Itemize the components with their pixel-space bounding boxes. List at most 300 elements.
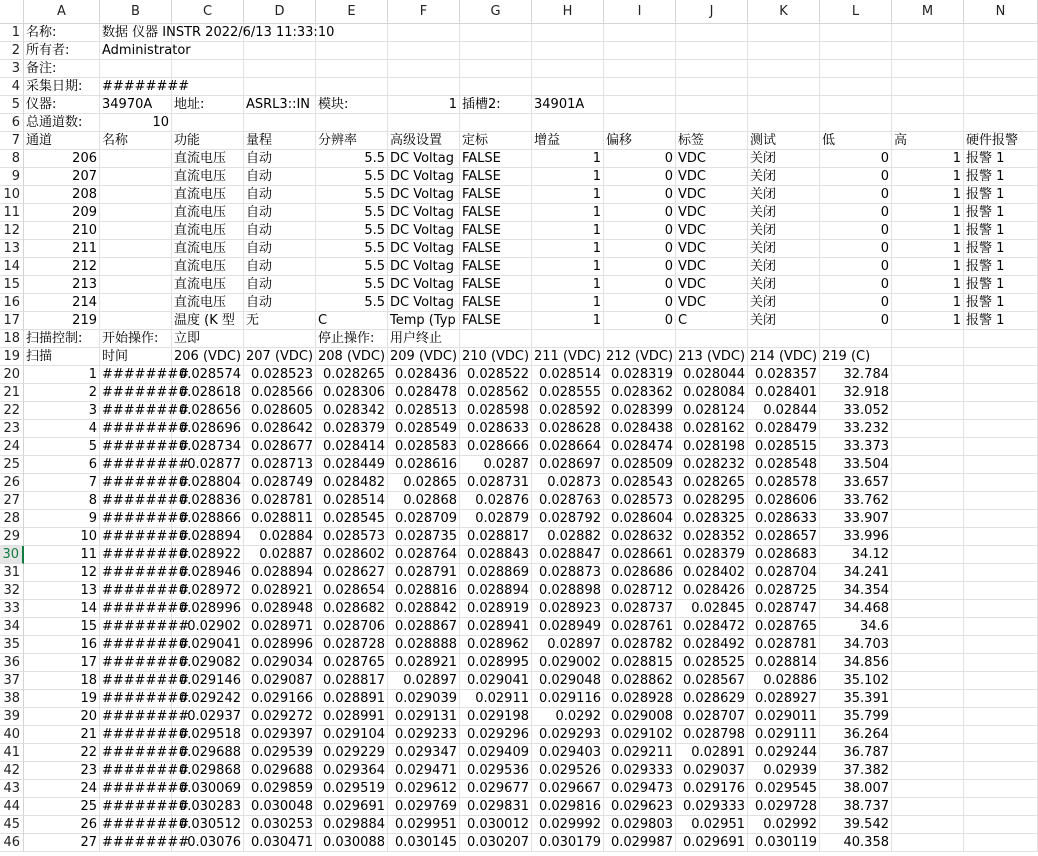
cell-a36[interactable]: 17 (24, 654, 100, 672)
column-header-c[interactable]: C (172, 0, 244, 24)
cell-i23[interactable]: 0.028438 (604, 420, 676, 438)
row-header-13[interactable]: 13 (0, 240, 24, 258)
cell-d9[interactable]: 自动 (244, 168, 316, 186)
cell-l2[interactable] (820, 42, 892, 60)
cell-h24[interactable]: 0.028664 (532, 438, 604, 456)
cell-e6[interactable] (316, 114, 388, 132)
cell-h44[interactable]: 0.029816 (532, 798, 604, 816)
cell-k42[interactable]: 0.02939 (748, 762, 820, 780)
cell-d24[interactable]: 0.028677 (244, 438, 316, 456)
cell-l21[interactable]: 32.918 (820, 384, 892, 402)
cell-i6[interactable] (604, 114, 676, 132)
cell-l43[interactable]: 38.007 (820, 780, 892, 798)
cell-b27[interactable]: ######## (102, 493, 190, 508)
cell-h2[interactable] (532, 42, 604, 60)
cell-n35[interactable] (964, 636, 1038, 654)
cell-i17[interactable]: 0 (604, 312, 676, 330)
cell-b30[interactable]: ######## (102, 547, 190, 562)
cell-i11[interactable]: 0 (604, 204, 676, 222)
cell-j43[interactable]: 0.029176 (676, 780, 748, 798)
cell-e37[interactable]: 0.028817 (316, 672, 388, 690)
cell-i41[interactable]: 0.029211 (604, 744, 676, 762)
cell-g32[interactable]: 0.028894 (460, 582, 532, 600)
cell-k28[interactable]: 0.028633 (748, 510, 820, 528)
cell-h18[interactable] (532, 330, 604, 348)
cell-j39[interactable]: 0.028707 (676, 708, 748, 726)
cell-d31[interactable]: 0.028894 (244, 564, 316, 582)
cell-i26[interactable]: 0.028543 (604, 474, 676, 492)
cell-a13[interactable]: 211 (24, 240, 100, 258)
cell-j12[interactable]: VDC (676, 222, 748, 240)
cell-d10[interactable]: 自动 (244, 186, 316, 204)
cell-n44[interactable] (964, 798, 1038, 816)
cell-f41[interactable]: 0.029347 (388, 744, 460, 762)
cell-a43[interactable]: 24 (24, 780, 100, 798)
cell-d20[interactable]: 0.028523 (244, 366, 316, 384)
cell-l17[interactable]: 0 (820, 312, 892, 330)
cell-e33[interactable]: 0.028682 (316, 600, 388, 618)
cell-k40[interactable]: 0.029111 (748, 726, 820, 744)
cell-h35[interactable]: 0.02897 (532, 636, 604, 654)
cell-m33[interactable] (892, 600, 964, 618)
cell-g23[interactable]: 0.028633 (460, 420, 532, 438)
cell-l44[interactable]: 38.737 (820, 798, 892, 816)
row-header-16[interactable]: 16 (0, 294, 24, 312)
cell-d39[interactable]: 0.029272 (244, 708, 316, 726)
cell-j21[interactable]: 0.028084 (676, 384, 748, 402)
cell-l16[interactable]: 0 (820, 294, 892, 312)
cell-e40[interactable]: 0.029104 (316, 726, 388, 744)
cell-k25[interactable]: 0.028548 (748, 456, 820, 474)
cell-i40[interactable]: 0.029102 (604, 726, 676, 744)
cell-h19[interactable]: 211 (VDC) (532, 348, 604, 366)
cell-k1[interactable] (748, 24, 820, 42)
cell-b37[interactable]: ######## (102, 673, 190, 688)
cell-h14[interactable]: 1 (532, 258, 604, 276)
cell-g46[interactable]: 0.030207 (460, 834, 532, 852)
cell-i22[interactable]: 0.028399 (604, 402, 676, 420)
cell-c33[interactable]: 0.028996 (172, 600, 244, 618)
cell-n2[interactable] (964, 42, 1038, 60)
row-header-46[interactable]: 46 (0, 834, 24, 852)
cell-g35[interactable]: 0.028962 (460, 636, 532, 654)
cell-l27[interactable]: 33.762 (820, 492, 892, 510)
cell-m10[interactable]: 1 (892, 186, 964, 204)
row-header-14[interactable]: 14 (0, 258, 24, 276)
cell-i1[interactable] (604, 24, 676, 42)
cell-m7[interactable]: 高 (892, 132, 964, 150)
cell-k21[interactable]: 0.028401 (748, 384, 820, 402)
cell-c31[interactable]: 0.028946 (172, 564, 244, 582)
cell-c11[interactable]: 直流电压 (172, 204, 244, 222)
row-header-21[interactable]: 21 (0, 384, 24, 402)
column-header-d[interactable]: D (244, 0, 316, 24)
cell-f35[interactable]: 0.028888 (388, 636, 460, 654)
cell-n30[interactable] (964, 546, 1038, 564)
cell-a7[interactable]: 通道 (24, 132, 100, 150)
cell-n13[interactable]: 报警 1 (964, 240, 1038, 258)
cell-i9[interactable]: 0 (604, 168, 676, 186)
cell-f42[interactable]: 0.029471 (388, 762, 460, 780)
cell-e34[interactable]: 0.028706 (316, 618, 388, 636)
cell-n14[interactable]: 报警 1 (964, 258, 1038, 276)
cell-c13[interactable]: 直流电压 (172, 240, 244, 258)
cell-i30[interactable]: 0.028661 (604, 546, 676, 564)
cell-n4[interactable] (964, 78, 1038, 96)
cell-m5[interactable] (892, 96, 964, 114)
cell-g30[interactable]: 0.028843 (460, 546, 532, 564)
cell-m13[interactable]: 1 (892, 240, 964, 258)
cell-d28[interactable]: 0.028811 (244, 510, 316, 528)
cell-k34[interactable]: 0.028765 (748, 618, 820, 636)
cell-e45[interactable]: 0.029884 (316, 816, 388, 834)
cell-f18[interactable]: 用户终止 (388, 330, 460, 348)
cell-d15[interactable]: 自动 (244, 276, 316, 294)
cell-a5[interactable]: 仪器: (24, 96, 100, 114)
row-header-22[interactable]: 22 (0, 402, 24, 420)
cell-f15[interactable]: DC Voltag (388, 276, 460, 294)
cell-f11[interactable]: DC Voltag (388, 204, 460, 222)
column-header-l[interactable]: L (820, 0, 892, 24)
cell-d29[interactable]: 0.02884 (244, 528, 316, 546)
cell-c46[interactable]: 0.03076 (172, 834, 244, 852)
cell-g37[interactable]: 0.029041 (460, 672, 532, 690)
cell-h29[interactable]: 0.02882 (532, 528, 604, 546)
row-header-17[interactable]: 17 (0, 312, 24, 330)
cell-e15[interactable]: 5.5 (316, 276, 388, 294)
cell-m24[interactable] (892, 438, 964, 456)
cell-j24[interactable]: 0.028198 (676, 438, 748, 456)
cell-l23[interactable]: 33.232 (820, 420, 892, 438)
cell-h21[interactable]: 0.028555 (532, 384, 604, 402)
cell-c9[interactable]: 直流电压 (172, 168, 244, 186)
cell-j33[interactable]: 0.02845 (676, 600, 748, 618)
column-header-g[interactable]: G (460, 0, 532, 24)
cell-k14[interactable]: 关闭 (748, 258, 820, 276)
cell-a25[interactable]: 6 (24, 456, 100, 474)
cell-m37[interactable] (892, 672, 964, 690)
cell-l45[interactable]: 39.542 (820, 816, 892, 834)
cell-a8[interactable]: 206 (24, 150, 100, 168)
cell-j18[interactable] (676, 330, 748, 348)
row-header-28[interactable]: 28 (0, 510, 24, 528)
row-header-11[interactable]: 11 (0, 204, 24, 222)
row-header-42[interactable]: 42 (0, 762, 24, 780)
cell-c24[interactable]: 0.028734 (172, 438, 244, 456)
cell-k35[interactable]: 0.028781 (748, 636, 820, 654)
cell-g9[interactable]: FALSE (460, 168, 532, 186)
cell-e25[interactable]: 0.028449 (316, 456, 388, 474)
cell-b41[interactable]: ######## (102, 745, 190, 760)
cell-g41[interactable]: 0.029409 (460, 744, 532, 762)
cell-c26[interactable]: 0.028804 (172, 474, 244, 492)
cell-k46[interactable]: 0.030119 (748, 834, 820, 852)
cell-d2[interactable] (244, 42, 316, 60)
row-header-1[interactable]: 1 (0, 24, 24, 42)
cell-a21[interactable]: 2 (24, 384, 100, 402)
cell-n3[interactable] (964, 60, 1038, 78)
row-header-4[interactable]: 4 (0, 78, 24, 96)
cell-c8[interactable]: 直流电压 (172, 150, 244, 168)
cell-e9[interactable]: 5.5 (316, 168, 388, 186)
cell-d38[interactable]: 0.029166 (244, 690, 316, 708)
cell-d12[interactable]: 自动 (244, 222, 316, 240)
cell-e32[interactable]: 0.028654 (316, 582, 388, 600)
cell-k3[interactable] (748, 60, 820, 78)
cell-k43[interactable]: 0.029545 (748, 780, 820, 798)
cell-m19[interactable] (892, 348, 964, 366)
cell-f3[interactable] (388, 60, 460, 78)
cell-h13[interactable]: 1 (532, 240, 604, 258)
cell-h7[interactable]: 增益 (532, 132, 604, 150)
cell-m23[interactable] (892, 420, 964, 438)
cell-j35[interactable]: 0.028492 (676, 636, 748, 654)
cell-l24[interactable]: 33.373 (820, 438, 892, 456)
cell-l6[interactable] (820, 114, 892, 132)
row-header-2[interactable]: 2 (0, 42, 24, 60)
cell-m20[interactable] (892, 366, 964, 384)
cell-b33[interactable]: ######## (102, 601, 190, 616)
cell-d5[interactable]: ASRL3::IN (244, 96, 316, 114)
cell-g44[interactable]: 0.029831 (460, 798, 532, 816)
cell-b31[interactable]: ######## (102, 565, 190, 580)
cell-c18[interactable]: 立即 (172, 330, 244, 348)
cell-b11[interactable] (100, 204, 172, 222)
cell-d36[interactable]: 0.029034 (244, 654, 316, 672)
cell-n43[interactable] (964, 780, 1038, 798)
cell-a28[interactable]: 9 (24, 510, 100, 528)
cell-j15[interactable]: VDC (676, 276, 748, 294)
cell-k18[interactable] (748, 330, 820, 348)
cell-c3[interactable] (172, 60, 244, 78)
cell-n31[interactable] (964, 564, 1038, 582)
cell-a32[interactable]: 13 (24, 582, 100, 600)
cell-h16[interactable]: 1 (532, 294, 604, 312)
cell-c45[interactable]: 0.030512 (172, 816, 244, 834)
cell-m4[interactable] (892, 78, 964, 96)
cell-f26[interactable]: 0.02865 (388, 474, 460, 492)
cell-b44[interactable]: ######## (102, 799, 190, 814)
cell-c22[interactable]: 0.028656 (172, 402, 244, 420)
cell-a19[interactable]: 扫描 (24, 348, 100, 366)
row-header-39[interactable]: 39 (0, 708, 24, 726)
cell-j22[interactable]: 0.028124 (676, 402, 748, 420)
cell-i19[interactable]: 212 (VDC) (604, 348, 676, 366)
cell-k30[interactable]: 0.028683 (748, 546, 820, 564)
cell-d21[interactable]: 0.028566 (244, 384, 316, 402)
cell-h6[interactable] (532, 114, 604, 132)
column-header-h[interactable]: H (532, 0, 604, 24)
cell-l11[interactable]: 0 (820, 204, 892, 222)
cell-j5[interactable] (676, 96, 748, 114)
cell-i36[interactable]: 0.028815 (604, 654, 676, 672)
row-header-33[interactable]: 33 (0, 600, 24, 618)
cell-j25[interactable]: 0.028232 (676, 456, 748, 474)
cell-j4[interactable] (676, 78, 748, 96)
cell-k15[interactable]: 关闭 (748, 276, 820, 294)
cell-d37[interactable]: 0.029087 (244, 672, 316, 690)
cell-c17[interactable]: 温度 (K 型 (172, 312, 244, 330)
row-header-12[interactable]: 12 (0, 222, 24, 240)
cell-i20[interactable]: 0.028319 (604, 366, 676, 384)
cell-h40[interactable]: 0.029293 (532, 726, 604, 744)
cell-n6[interactable] (964, 114, 1038, 132)
cell-l32[interactable]: 34.354 (820, 582, 892, 600)
cell-d18[interactable] (244, 330, 316, 348)
cell-b16[interactable] (100, 294, 172, 312)
cell-g40[interactable]: 0.029296 (460, 726, 532, 744)
cell-a30[interactable]: 11 (24, 546, 100, 564)
cell-c6[interactable] (172, 114, 244, 132)
cell-b45[interactable]: ######## (102, 817, 190, 832)
row-header-32[interactable]: 32 (0, 582, 24, 600)
column-header-a[interactable]: A (24, 0, 100, 24)
cell-n20[interactable] (964, 366, 1038, 384)
cell-e41[interactable]: 0.029229 (316, 744, 388, 762)
cell-d6[interactable] (244, 114, 316, 132)
cell-h46[interactable]: 0.030179 (532, 834, 604, 852)
cell-l7[interactable]: 低 (820, 132, 892, 150)
row-header-35[interactable]: 35 (0, 636, 24, 654)
cell-f5[interactable]: 1 (388, 96, 460, 114)
cell-c39[interactable]: 0.02937 (172, 708, 244, 726)
cell-m21[interactable] (892, 384, 964, 402)
cell-a15[interactable]: 213 (24, 276, 100, 294)
cell-b32[interactable]: ######## (102, 583, 190, 598)
cell-h32[interactable]: 0.028898 (532, 582, 604, 600)
cell-n42[interactable] (964, 762, 1038, 780)
cell-c32[interactable]: 0.028972 (172, 582, 244, 600)
cell-g2[interactable] (460, 42, 532, 60)
row-header-9[interactable]: 9 (0, 168, 24, 186)
cell-g45[interactable]: 0.030012 (460, 816, 532, 834)
cell-k31[interactable]: 0.028704 (748, 564, 820, 582)
row-header-5[interactable]: 5 (0, 96, 24, 114)
cell-h39[interactable]: 0.0292 (532, 708, 604, 726)
cell-k33[interactable]: 0.028747 (748, 600, 820, 618)
cell-f39[interactable]: 0.029131 (388, 708, 460, 726)
cell-a9[interactable]: 207 (24, 168, 100, 186)
cell-a39[interactable]: 20 (24, 708, 100, 726)
cell-m8[interactable]: 1 (892, 150, 964, 168)
cell-b46[interactable]: ######## (102, 835, 190, 850)
cell-h38[interactable]: 0.029116 (532, 690, 604, 708)
cell-b35[interactable]: ######## (102, 637, 190, 652)
cell-n39[interactable] (964, 708, 1038, 726)
cell-e2[interactable] (316, 42, 388, 60)
cell-j41[interactable]: 0.02891 (676, 744, 748, 762)
cell-g26[interactable]: 0.028731 (460, 474, 532, 492)
cell-b2[interactable]: Administrator (102, 43, 191, 58)
cell-g17[interactable]: FALSE (460, 312, 532, 330)
cell-e44[interactable]: 0.029691 (316, 798, 388, 816)
cell-h26[interactable]: 0.02873 (532, 474, 604, 492)
cell-f16[interactable]: DC Voltag (388, 294, 460, 312)
cell-c44[interactable]: 0.030283 (172, 798, 244, 816)
column-header-i[interactable]: I (604, 0, 676, 24)
column-header-n[interactable]: N (964, 0, 1038, 24)
cell-m42[interactable] (892, 762, 964, 780)
cell-a38[interactable]: 19 (24, 690, 100, 708)
cell-i21[interactable]: 0.028362 (604, 384, 676, 402)
cell-a3[interactable]: 备注: (24, 60, 100, 78)
cell-e21[interactable]: 0.028306 (316, 384, 388, 402)
cell-j30[interactable]: 0.028379 (676, 546, 748, 564)
cell-a18[interactable]: 扫描控制: (24, 330, 100, 348)
cell-d25[interactable]: 0.028713 (244, 456, 316, 474)
cell-i5[interactable] (604, 96, 676, 114)
cell-f9[interactable]: DC Voltag (388, 168, 460, 186)
cell-j27[interactable]: 0.028295 (676, 492, 748, 510)
cell-b15[interactable] (100, 276, 172, 294)
cell-e7[interactable]: 分辨率 (316, 132, 388, 150)
cell-f38[interactable]: 0.029039 (388, 690, 460, 708)
cell-l42[interactable]: 37.382 (820, 762, 892, 780)
cell-c38[interactable]: 0.029242 (172, 690, 244, 708)
cell-l10[interactable]: 0 (820, 186, 892, 204)
cell-j16[interactable]: VDC (676, 294, 748, 312)
cell-g42[interactable]: 0.029536 (460, 762, 532, 780)
cell-h5[interactable]: 34901A (532, 96, 604, 114)
cell-h17[interactable]: 1 (532, 312, 604, 330)
cell-b19[interactable]: 时间 (100, 348, 172, 366)
cell-l40[interactable]: 36.264 (820, 726, 892, 744)
cell-m44[interactable] (892, 798, 964, 816)
cell-a37[interactable]: 18 (24, 672, 100, 690)
cell-e4[interactable] (316, 78, 388, 96)
cell-m43[interactable] (892, 780, 964, 798)
cell-b5[interactable]: 34970A (100, 96, 172, 114)
cell-f13[interactable]: DC Voltag (388, 240, 460, 258)
cell-d3[interactable] (244, 60, 316, 78)
cell-c21[interactable]: 0.028618 (172, 384, 244, 402)
cell-n18[interactable] (964, 330, 1038, 348)
cell-d34[interactable]: 0.028971 (244, 618, 316, 636)
cell-h20[interactable]: 0.028514 (532, 366, 604, 384)
cell-j9[interactable]: VDC (676, 168, 748, 186)
cell-a29[interactable]: 10 (24, 528, 100, 546)
cell-h9[interactable]: 1 (532, 168, 604, 186)
cell-b26[interactable]: ######## (102, 475, 190, 490)
cell-g38[interactable]: 0.02911 (460, 690, 532, 708)
cell-f19[interactable]: 209 (VDC) (388, 348, 460, 366)
cell-k12[interactable]: 关闭 (748, 222, 820, 240)
cell-k24[interactable]: 0.028515 (748, 438, 820, 456)
cell-f2[interactable] (388, 42, 460, 60)
cell-f27[interactable]: 0.02868 (388, 492, 460, 510)
row-header-43[interactable]: 43 (0, 780, 24, 798)
cell-m28[interactable] (892, 510, 964, 528)
column-header-b[interactable]: B (100, 0, 172, 24)
cell-i18[interactable] (604, 330, 676, 348)
cell-l12[interactable]: 0 (820, 222, 892, 240)
cell-j37[interactable]: 0.028567 (676, 672, 748, 690)
cell-i35[interactable]: 0.028782 (604, 636, 676, 654)
cell-m11[interactable]: 1 (892, 204, 964, 222)
cell-n40[interactable] (964, 726, 1038, 744)
cell-c5[interactable]: 地址: (172, 96, 244, 114)
cell-k9[interactable]: 关闭 (748, 168, 820, 186)
cell-b14[interactable] (100, 258, 172, 276)
cell-e16[interactable]: 5.5 (316, 294, 388, 312)
row-header-23[interactable]: 23 (0, 420, 24, 438)
row-header-38[interactable]: 38 (0, 690, 24, 708)
cell-l13[interactable]: 0 (820, 240, 892, 258)
cell-b18[interactable]: 开始操作: (100, 330, 172, 348)
cell-c35[interactable]: 0.029041 (172, 636, 244, 654)
cell-l15[interactable]: 0 (820, 276, 892, 294)
cell-d35[interactable]: 0.028996 (244, 636, 316, 654)
